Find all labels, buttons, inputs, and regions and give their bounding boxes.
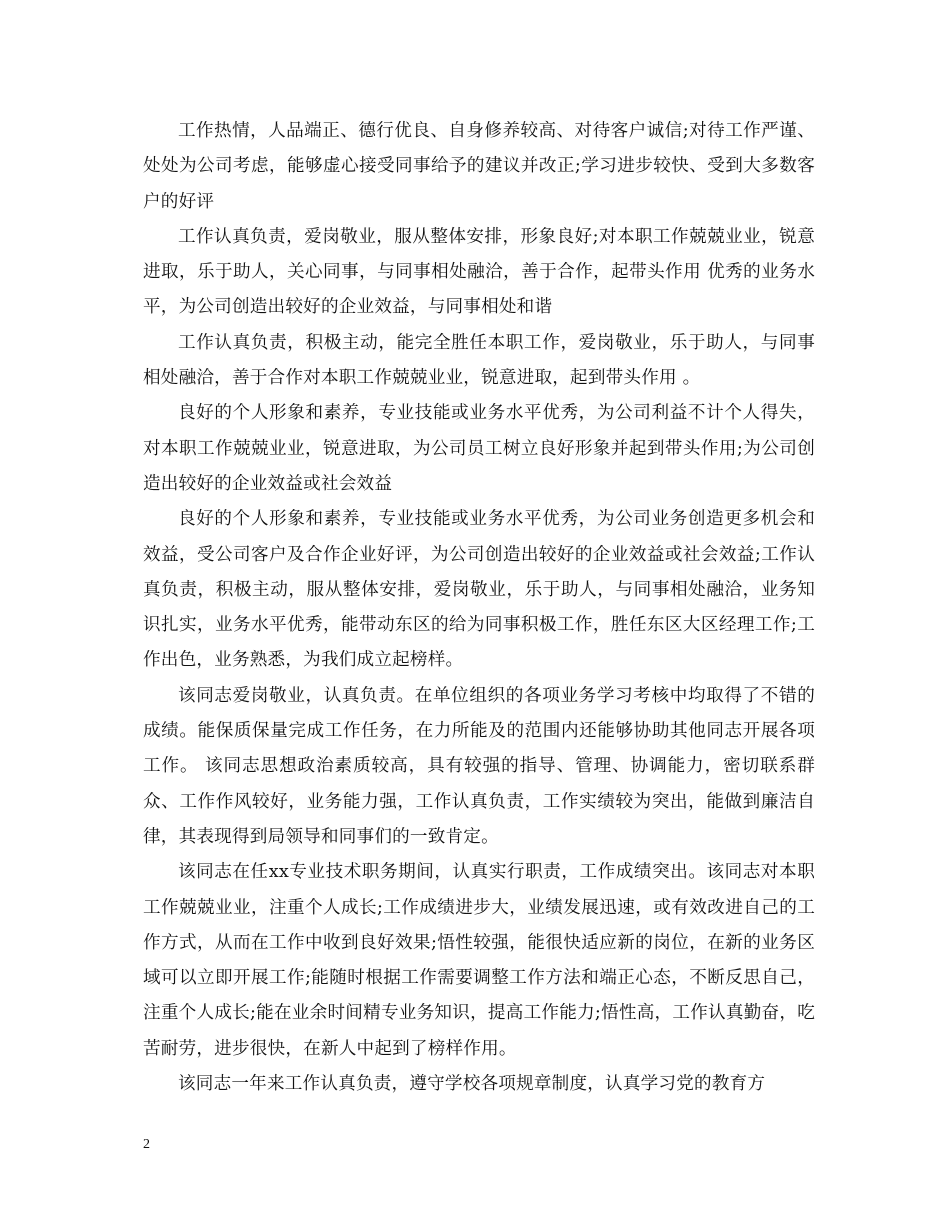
- paragraph-5: 良好的个人形象和素养，专业技能或业务水平优秀，为公司业务创造更多机会和效益，受公司客户及合作企业好评，为公司创造出较好的企业效益或社会效益;工作认真负责，积极主动，服从整体安排，爱岗敬业，乐于助人，与同事相处融洽，业务知识扎实，业务水平优秀，能带动东区的给为同事积极工作，胜任东区大区经理工作;工作出色，业务熟悉，为我们成立起榜样。: [143, 509, 815, 671]
- document-body: [143, 114, 815, 1102]
- paragraph-2: 工作认真负责，爱岗敬业，服从整体安排，形象良好;对本职工作兢兢业业，锐意进取，乐于助人，关心同事，与同事相处融洽，善于合作，起带头作用 优秀的业务水平，为公司创造出较好的企业效益，与同事相处和谐: [143, 226, 815, 318]
- paragraph-4: 良好的个人形象和素养，专业技能或业务水平优秀，为公司利益不计个人得失，对本职工作兢兢业业，锐意进取，为公司员工树立良好形象并起到带头作用;为公司创造出较好的企业效益或社会效益: [143, 403, 815, 494]
- paragraph-8: 该同志一年来工作认真负责，遵守学校各项规章制度，认真学习党的教育方: [178, 1074, 766, 1095]
- paragraph-3: 工作认真负责，积极主动，能完全胜任本职工作，爱岗敬业，乐于助人，与同事相处融洽，善于合作对本职工作兢兢业业，锐意进取，起到带头作用 。: [143, 332, 815, 389]
- paragraph-1: 工作热情，人品端正、德行优良、自身修养较高、对待客户诚信;对待工作严谨、处处为公司考虑，能够虚心接受同事给予的建议并改正;学习进步较快、受到大多数客户的好评: [143, 121, 815, 212]
- paragraph-7: 该同志在任xx专业技术职务期间，认真实行职责，工作成绩突出。该同志对本职工作兢兢业业，注重个人成长;工作成绩进步大，业绩发展迅速，或有效改进自己的工作方式，从而在工作中收到良好效果;悟性较强，能很快适应新的岗位，在新的业务区域可以立即开展工作;能随时根据工作需要调整工作方法和端正心态，不断反思自己，注重个人成长;能在业余时间精专业务知识，提高工作能力;悟性高，工作认真勤奋，吃苦耐劳，进步很快，在新人中起到了榜样作用。: [143, 862, 815, 1059]
- page-number: 2: [143, 1137, 150, 1152]
- paragraph-6: 该同志爱岗敬业，认真负责。在单位组织的各项业务学习考核中均取得了不错的成绩。能保质保量完成工作任务，在力所能及的范围内还能够协助其他同志开展各项工作。 该同志思想政治素质较高，具有较强的指导、管理、协调能力，密切联系群众、工作作风较好，业务能力强，工作认真负责，工作实绩较为突出，能做到廉洁自律，其表现得到局领导和同事们的一致肯定。: [143, 685, 815, 847]
